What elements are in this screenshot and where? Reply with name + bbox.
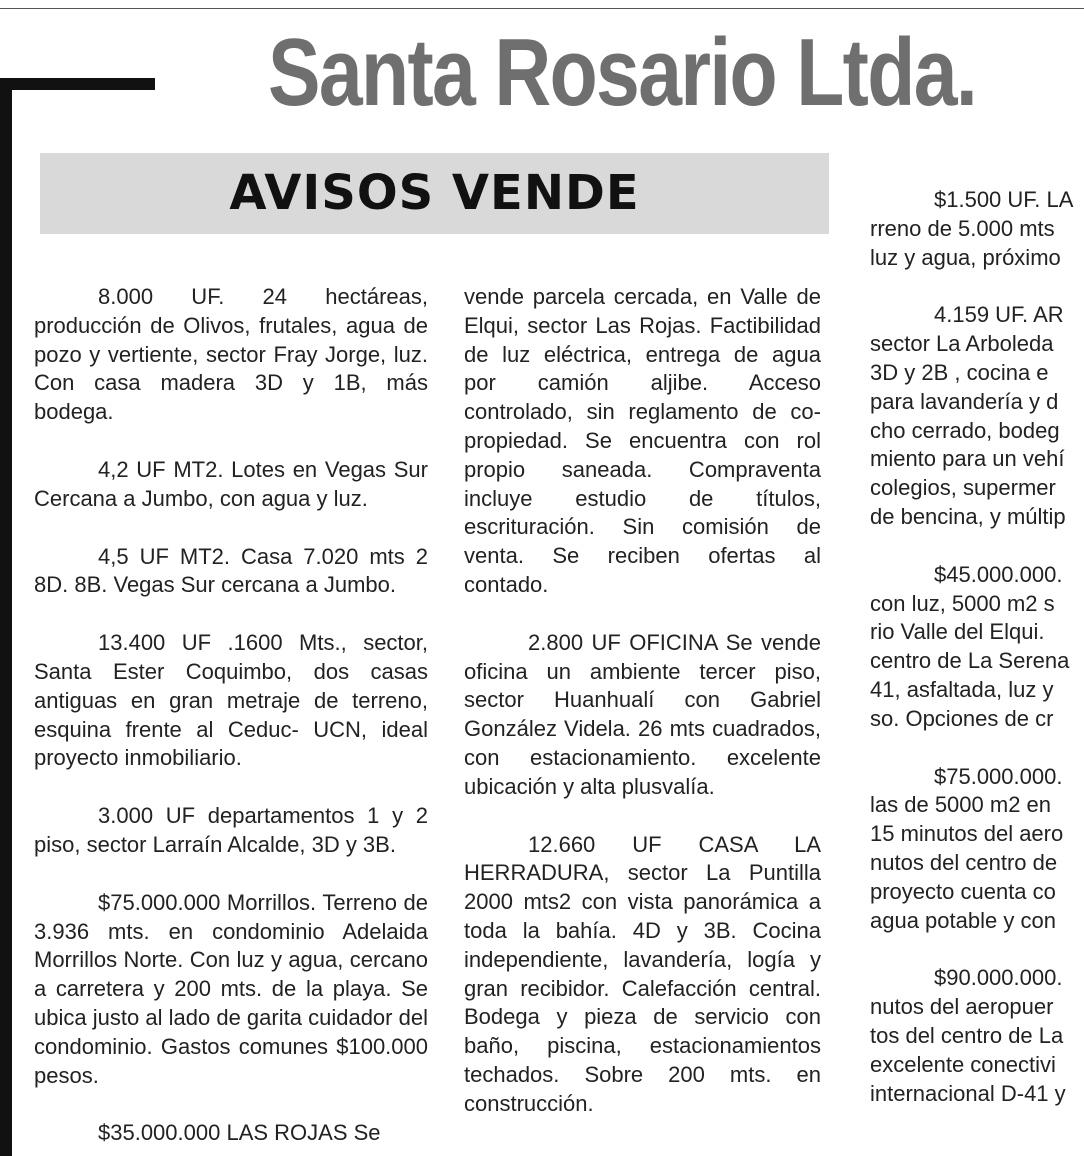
ad-line: cho cerrado, bodeg [870,417,1060,443]
classified-ad: 4,5 UF MT2. Casa 7.020 mts 2 8D. 8B. Vegas Sur cercana a Jumbo. [34,543,428,598]
ad-line: 41, asfaltada, luz y [870,676,1054,702]
classified-ad: 13.400 UF .1600 Mts., sector, Santa Ester Coquimbo, dos casas antiguas en gran metraje de terreno, esquina frente al Ceduc- UCN, ideal proyecto inmobiliario. [34,630,428,771]
ad-line: nutos del centro de [870,849,1058,875]
ad-line: 4.159 UF. AR [934,302,1064,328]
ad-line: para lavandería y d [870,388,1059,414]
ad-line: colegios, supermer [870,475,1056,501]
ad-line: tos del centro de La [870,1022,1064,1048]
ad-line: $90.000.000. [934,965,1063,991]
classified-ad: 2.800 UF OFICINA Se vende oficina un ambiente tercer piso, sector Huanhualí con Gabriel González Videla. 26 mts cuadrados, con estacionamiento. excelente ubicación y alta plusvalía. [464,629,821,799]
frame-border-vertical [0,78,12,1156]
ad-line: internacional D-41 y [870,1080,1066,1106]
ads-column-2 [464,283,821,1119]
ad-line: $45.000.000. [934,561,1063,587]
ad-line: excelente conectivi [870,1051,1056,1077]
classified-ad [870,301,1084,531]
classified-ad: 8.000 UF. 24 hectáreas, producción de Olivos, frutales, agua de pozo y vertiente, sector Fray Jorge, luz. Con casa madera 3D y 1B, más bodega. [34,284,428,425]
classified-ad: 3.000 UF departamentos 1 y 2 piso, sector Larraín Alcalde, 3D y 3B. [34,803,428,857]
ads-column-3 [870,186,1084,1108]
ad-line: las de 5000 m2 en [870,792,1052,818]
classified-ad: $75.000.000 Morrillos. Terreno de 3.936 mts. en condominio Adelaida Morrillos Norte. Con luz y agua, cercano a carretera y 200 mts. de la playa. Se ubica justo al lado de garita cuidador del condominio. Gastos comunes $100.000 pesos. [34,889,428,1088]
masthead-title: Santa Rosario Ltda. [268,19,977,126]
ad-line: proyecto cuenta co [870,878,1056,904]
ad-line: sector La Arboleda [870,331,1054,357]
ad-line: miento para un vehí [870,446,1065,472]
ad-line: 3D y 2B , cocina e [870,359,1049,385]
classified-ad: 12.660 UF CASA LA HERRADURA, sector La Puntilla 2000 mts2 con vista panorámica a toda la bahía. 4D y 3B. Cocina independiente, lavandería, logía y gran recibidor. Calefacción central. Bodega y pieza de servicio con baño, piscina, estacionamientos techados. Sobre 200 mts. en construcción. [464,831,821,1116]
ad-line: 15 minutos del aero [870,821,1064,847]
ad-line: nutos del aeropuer [870,994,1054,1020]
classified-ad: $35.000.000 LAS ROJAS Se [98,1120,381,1146]
ad-line: con luz, 5000 m2 s [870,590,1055,616]
classified-ad [870,964,1084,1108]
ads-column-1 [34,283,428,1148]
classified-ad: vende parcela cercada, en Valle de Elqui, sector Las Rojas. Factibilidad de luz eléctrica, entrega de agua por camión aljibe. Acceso controlado, sin reglamento de co-propiedad. Se encuentra con rol propio saneada. Compraventa incluye estudio de títulos, escrituración. Sin comisión de venta. Se reciben ofertas al contado. [464,284,821,597]
ads-column-3-clip [870,150,1084,1156]
classified-ad: 4,2 UF MT2. Lotes en Vegas Sur Cercana a Jumbo, con agua y luz. [34,456,428,511]
ad-line: luz y agua, próximo [870,244,1061,270]
frame-border-horizontal [0,78,155,90]
classified-ad [870,763,1084,936]
section-banner: AVISOS VENDE [40,153,829,234]
ad-line: agua potable y con [870,907,1056,933]
ad-line: rio Valle del Elqui. [870,619,1045,645]
classified-ad [870,186,1084,272]
ad-line: de bencina, y múltip [870,503,1066,529]
ad-line: rreno de 5.000 mts [870,215,1055,241]
classified-ad [870,561,1084,734]
ad-line: $1.500 UF. LA [934,187,1074,212]
ad-line: $75.000.000. [934,763,1063,789]
ad-line: so. Opciones de cr [870,705,1054,731]
ad-line: centro de La Serena [870,648,1070,674]
top-rule [0,8,1084,9]
